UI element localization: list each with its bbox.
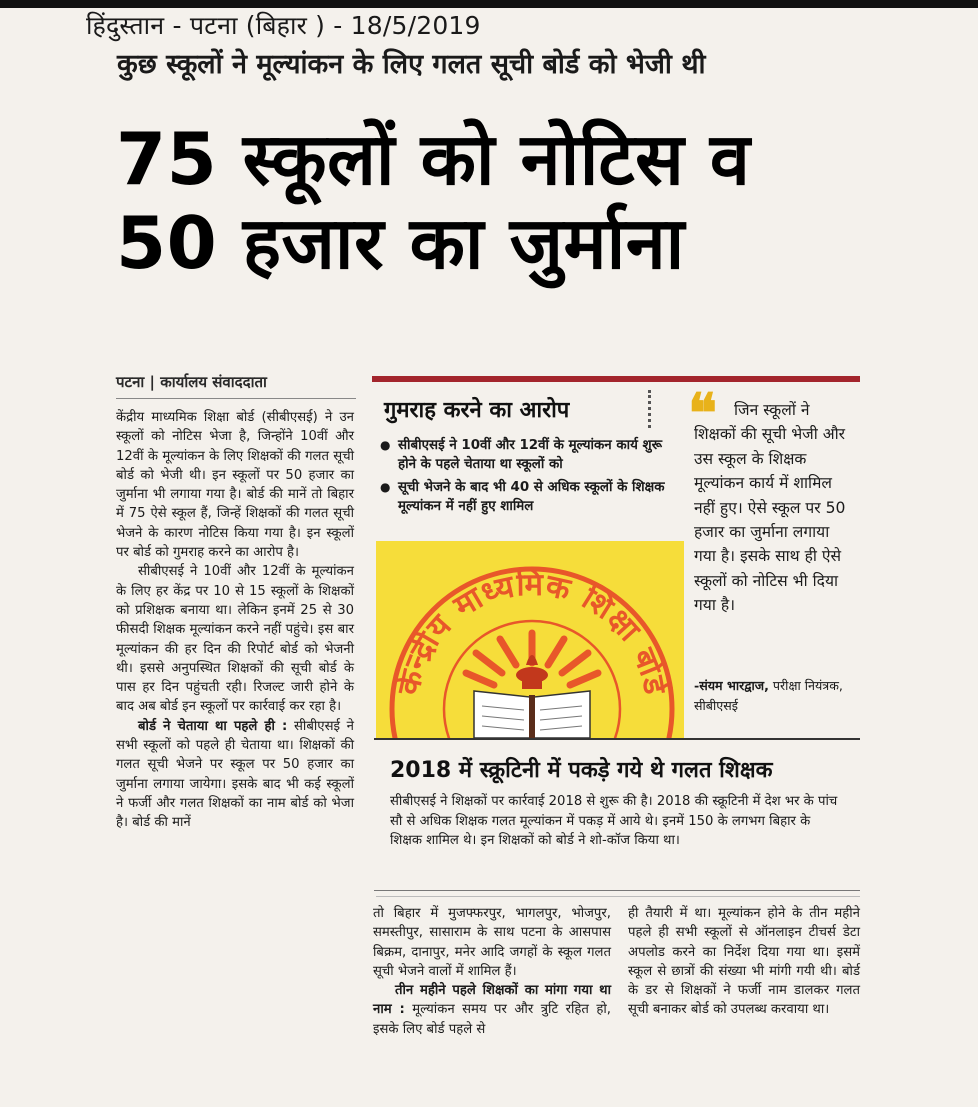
quote-mark-icon: ❝ <box>688 381 718 445</box>
open-book-icon <box>474 691 590 738</box>
body-paragraph: केंद्रीय माध्यमिक शिक्षा बोर्ड (सीबीएसई) ने उन स्कूलों को नोटिस भेजा है, जिन्होंने 10वीं और 12वीं के मूल्यांकन के लिए शिक्षकों की गलत सूची बोर्ड को भेजी थी। इन स्कूलों पर 50 हजार का जुर्माना भी लगाया गया है। बोर्ड की मानें तो बिहार में 75 ऐसे स्कूल हैं, जिन्हें शिक्षकों की गलत सूची भेजने के कारण नोटिस किया गया है। इन स्कूलों पर बोर्ड को गुमराह करने का आरोप है। <box>116 410 354 561</box>
top-dark-bar <box>0 0 978 8</box>
body-paragraph: ही तैयारी में था। मूल्यांकन होने के तीन महीने पहले ही सभी स्कूलों से ऑनलाइन टीचर्स डेटा अपलोड करने का निर्देश दिया गया था। इसमें स्कूल से छात्रों की संख्या भी मांगी गयी थी। बोर्ड के डर से शिक्षकों ने फर्जी नाम डालकर गलत सूची बनाकर बोर्ड को उपलब्ध करवाया था। <box>628 906 860 1018</box>
body-paragraph <box>373 981 611 1039</box>
body-paragraph: सीबीएसई ने 10वीं और 12वीं के मूल्यांकन के लिए हर केंद्र पर 10 से 15 स्कूलों के शिक्षकों को प्रशिक्षक बनाया था। लेकिन इनमें 25 से 30 फीसदी शिक्षक मूल्यांकन करने नहीं पहुंचे। इस बार मूल्यांकन की हर दिन की रिपोर्ट बोर्ड को भेजनी थी। इससे अनुपस्थित शिक्षकों की सूची बोर्ड के पास हर दिन पहुंचती रही। रिजल्ट जारी होने के बाद अब बोर्ड इन स्कूलों पर कार्रवाई कर रहा है। <box>116 564 354 715</box>
body-text: सीबीएसई ने सभी स्कूलों को पहले ही चेताया था। शिक्षकों की गलत सूची भेजने पर स्कूल पर 50 हजार का जुर्माना लगाया जायेगा। इसके बाद भी कई स्कूलों ने फर्जी और गलत शिक्षकों का नाम बोर्ड को भेजा है। बोर्ड की मानें <box>116 718 354 831</box>
cbse-logo-graphic <box>376 541 684 738</box>
subhead: तीन महीने पहले शिक्षकों का मांगा गया था नाम : <box>373 983 611 1018</box>
body-column-2 <box>373 904 611 1039</box>
headline-line-2: 50 हजार का जुर्माना <box>116 200 685 285</box>
byline: पटना | कार्यालय संवाददाता <box>116 373 267 391</box>
body-paragraph <box>116 717 354 833</box>
scrutiny-box-text: सीबीएसई ने शिक्षकों पर कार्रवाई 2018 से शुरू की है। 2018 की स्क्रूटिनी में देश भर के पांच सौ से अधिक शिक्षक गलत मूल्यांकन में पकड़ में आये थे। इनमें 150 के लगभग बिहार के शिक्षक शामिल थे। इन शिक्षकों को बोर्ड ने शो-कॉज किया था। <box>390 794 838 849</box>
quote-attribution <box>694 676 854 716</box>
box-dotted-divider <box>648 390 651 428</box>
scrutiny-box-title: 2018 में स्क्रूटिनी में पकड़े गये थे गलत शिक्षक <box>390 758 773 783</box>
body-text: मूल्यांकन समय पर और त्रुटि रहित हो, इसके लिए बोर्ड पहले से <box>373 1002 611 1037</box>
cbse-logo <box>376 541 684 738</box>
bullet-item: ● सीबीएसई ने 10वीं और 12वीं के मूल्यांकन कार्य शुरू होने के पहले चेताया था स्कूलों को <box>380 436 680 474</box>
bullet-list <box>380 436 680 520</box>
main-headline <box>116 118 916 285</box>
body-column-3 <box>628 904 860 1020</box>
body-column-1 <box>116 408 354 833</box>
quote-author: -संयम भारद्वाज, <box>694 678 769 693</box>
body-paragraph: तो बिहार में मुजफ्फरपुर, भागलपुर, भोजपुर, समस्तीपुर, सासाराम के साथ पटना के आसपास बिक्रम, दानापुर, मनेर आदि जगहों के स्कूल गलत सूची भेजने वालों में शामिल हैं। <box>373 906 611 979</box>
headline-line-1: 75 स्कूलों को नोटिस व <box>116 117 751 201</box>
byline-divider <box>116 398 356 399</box>
source-line: हिंदुस्तान - पटना (बिहार ) - 18/5/2019 <box>86 11 481 40</box>
quote-author-role: परीक्षा नियंत्रक, सीबीएसई <box>694 678 843 713</box>
quote-text: जिन स्कूलों ने शिक्षकों की सूची भेजी और उस स्कूल के शिक्षक मूल्यांकन कार्य में शामिल नहीं हुए। ऐसे स्कूल पर 50 हजार का जुर्माना लगाया गया है। इसके साथ ही ऐसे स्कूलों को नोटिस भी दिया गया है। <box>694 401 846 615</box>
box-title: गुमराह करने का आरोप <box>384 398 570 423</box>
pull-quote <box>684 382 860 738</box>
bullet-item: ● सूची भेजने के बाद भी 40 से अधिक स्कूलों के शिक्षक मूल्यांकन में नहीं हुए शामिल <box>380 478 680 516</box>
subhead: बोर्ड ने चेताया था पहले ही : <box>138 718 288 734</box>
kicker-headline: कुछ स्कूलों ने मूल्यांकन के लिए गलत सूची बोर्ड को भेजी थी <box>117 49 706 80</box>
lamp-icon <box>516 655 548 689</box>
section-divider <box>376 896 860 897</box>
logo-arc-textpath: केन्द्रीय माध्यमिक शिक्षा बोर्ड <box>390 566 674 699</box>
